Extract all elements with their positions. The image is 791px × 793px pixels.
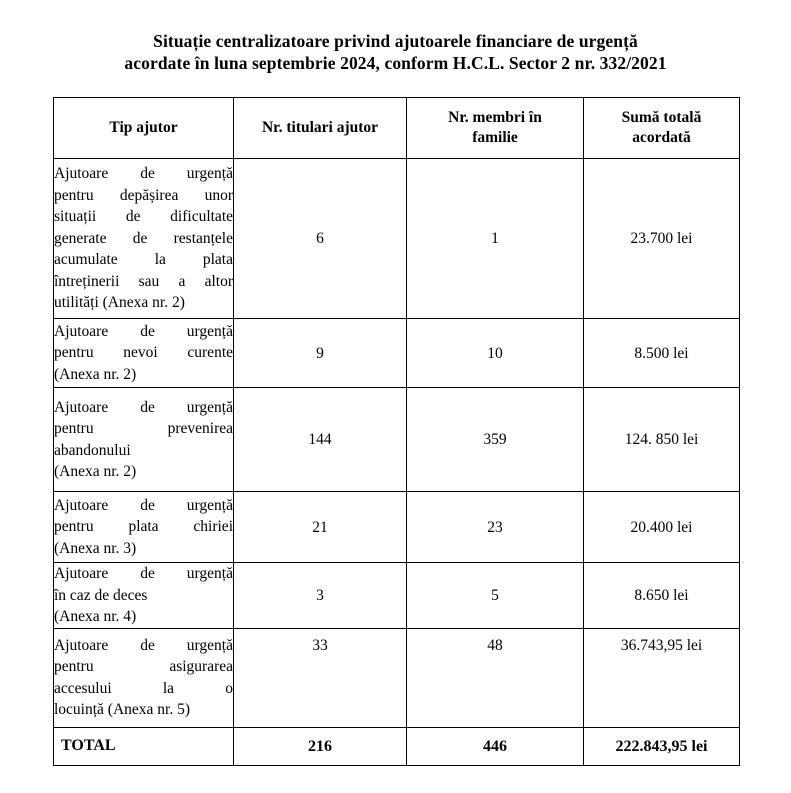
aid-type-line: Ajutoare de urgență xyxy=(54,496,233,514)
table-row xyxy=(54,319,740,388)
cell-members-count: 48 xyxy=(407,628,584,727)
column-header-members xyxy=(407,98,584,159)
cell-aid-type xyxy=(54,628,234,727)
cell-total-amount: 124. 850 lei xyxy=(584,388,740,492)
aid-summary-table xyxy=(53,97,740,766)
total-amount: 222.843,95 lei xyxy=(584,727,740,765)
aid-type-line: utilități (Anexa nr. 2) xyxy=(54,294,185,312)
table-row xyxy=(54,563,740,629)
column-header-members-line-1: Nr. membri în xyxy=(448,109,542,126)
column-header-holders xyxy=(234,98,407,159)
cell-members-count: 1 xyxy=(407,159,584,319)
cell-holders-count: 33 xyxy=(234,628,407,727)
aid-type-line: Ajutoare de urgență xyxy=(54,322,233,340)
aid-type-line: situații de dificultate xyxy=(54,208,233,226)
aid-type-line: întreținerii sau a altor xyxy=(54,272,233,290)
aid-type-line: pentru depășirea unor xyxy=(54,186,233,204)
column-header-aid-type-text: Tip ajutor xyxy=(109,119,178,136)
cell-aid-type xyxy=(54,388,234,492)
table-header-row xyxy=(54,98,740,159)
aid-type-line: Ajutoare de urgență xyxy=(54,636,233,654)
aid-type-line: pentru prevenirea xyxy=(54,420,233,437)
cell-holders-count: 9 xyxy=(234,319,407,388)
cell-aid-type xyxy=(54,492,234,563)
aid-type-line: locuință (Anexa nr. 5) xyxy=(54,701,191,718)
cell-total-amount: 36.743,95 lei xyxy=(584,628,740,727)
aid-type-line: acumulate la plata xyxy=(54,251,233,269)
cell-members-count: 23 xyxy=(407,492,584,563)
table-total-row xyxy=(54,727,740,765)
page-title-line-1: Situație centralizatoare privind ajutoarele financiare de urgență xyxy=(153,31,638,51)
page-title xyxy=(0,30,791,74)
cell-holders-count: 21 xyxy=(234,492,407,563)
cell-members-count: 359 xyxy=(407,388,584,492)
page-title-line-2: acordate în luna septembrie 2024, conform H.C.L. Sector 2 nr. 332/2021 xyxy=(124,53,667,73)
table-header xyxy=(54,98,740,159)
table-row xyxy=(54,388,740,492)
cell-total-amount: 23.700 lei xyxy=(584,159,740,319)
aid-type-line: în caz de deces xyxy=(54,586,148,604)
total-members-count: 446 xyxy=(407,727,584,765)
column-header-total-sum-line-1: Sumă totală xyxy=(621,109,702,126)
cell-members-count: 10 xyxy=(407,319,584,388)
cell-total-amount: 8.650 lei xyxy=(584,563,740,629)
column-header-holders-text: Nr. titulari ajutor xyxy=(261,119,379,136)
column-header-total-sum xyxy=(584,98,740,159)
aid-type-line: Ajutoare de urgență xyxy=(54,565,233,582)
cell-aid-type xyxy=(54,159,234,319)
aid-type-line: generate de restanțele xyxy=(54,229,233,247)
cell-holders-count: 6 xyxy=(234,159,407,319)
aid-type-line: Ajutoare de urgență xyxy=(54,165,233,183)
aid-type-line: pentru asigurarea xyxy=(54,658,233,675)
aid-type-line: (Anexa nr. 4) xyxy=(54,608,137,625)
cell-total-amount: 20.400 lei xyxy=(584,492,740,563)
table-row xyxy=(54,492,740,563)
aid-type-line: Ajutoare de urgență xyxy=(54,398,233,416)
aid-type-line: (Anexa nr. 3) xyxy=(54,539,137,557)
total-holders-count: 216 xyxy=(234,727,407,765)
column-header-total-sum-line-2: acordată xyxy=(632,129,691,146)
cell-holders-count: 3 xyxy=(234,563,407,629)
cell-holders-count: 144 xyxy=(234,388,407,492)
report-table-container xyxy=(53,97,739,766)
cell-aid-type xyxy=(54,319,234,388)
column-header-aid-type xyxy=(54,98,234,159)
table-row xyxy=(54,159,740,319)
column-header-members-line-2: familie xyxy=(472,129,518,146)
cell-aid-type xyxy=(54,563,234,629)
total-label: TOTAL xyxy=(54,727,234,765)
table-body xyxy=(54,159,740,766)
aid-type-line: (Anexa nr. 2) xyxy=(54,365,137,383)
aid-type-line: pentru nevoi curente xyxy=(54,344,233,362)
cell-members-count: 5 xyxy=(407,563,584,629)
cell-total-amount: 8.500 lei xyxy=(584,319,740,388)
table-row xyxy=(54,628,740,727)
aid-type-line: abandonului xyxy=(54,441,131,459)
aid-type-line: (Anexa nr. 2) xyxy=(54,463,137,480)
aid-type-line: accesului la o xyxy=(54,679,233,697)
aid-type-line: pentru plata chiriei xyxy=(54,518,233,536)
